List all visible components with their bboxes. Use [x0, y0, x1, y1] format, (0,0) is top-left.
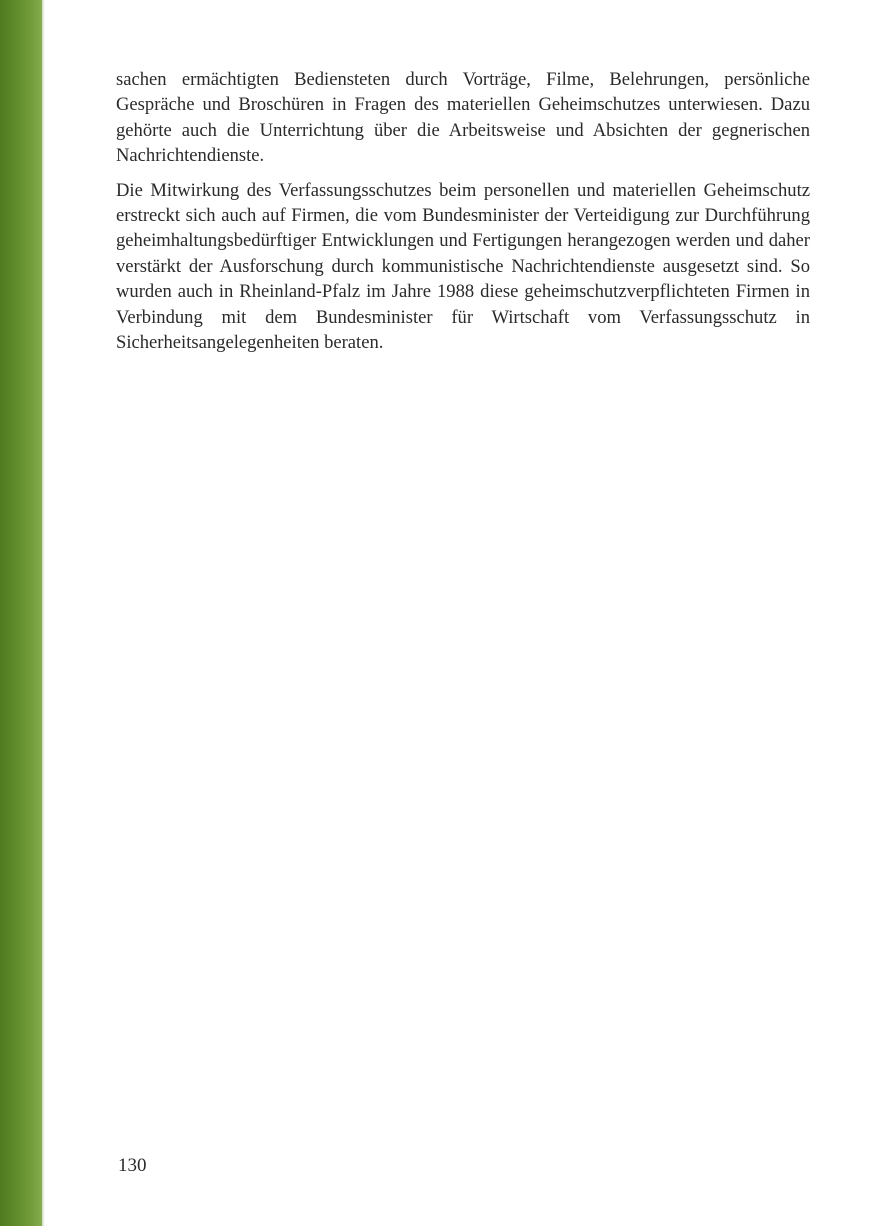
page-number: 130 — [118, 1155, 147, 1176]
paragraph-mitwirkung-verfassungsschutz: Die Mitwirkung des Verfassungsschutzes beim personellen und materiellen Geheimschutz erstreckt sich auch auf Firmen, die vom Bundesminister der Verteidigung zur Durchführung geheimhaltungsbedürftiger Entwicklungen und Fertigungen herangezogen werden und daher verstärkt der Ausforschung durch kommunistische Nachrichtendienste ausgesetzt sind. So wurden auch in Rheinland-Pfalz im Jahre 1988 diese geheimschutzverpflichteten Firmen in Verbindung mit dem Bundesminister für Wirtschaft vom Verfassungsschutz in Sicherheitsangelegenheiten beraten. — [116, 179, 810, 354]
page-body — [116, 67, 810, 355]
book-spine-edge — [0, 0, 42, 1226]
paragraph-geheimschutz-unterweisung: sachen ermächtigten Bediensteten durch Vorträge, Filme, Belehrungen, persönliche Gespräche und Broschüren in Fragen des materiellen Geheimschutzes unterwiesen. Dazu gehörte auch die Unterrichtung über die Arbeitsweise und Absichten der gegnerischen Nachrichtendienste. — [116, 69, 810, 167]
